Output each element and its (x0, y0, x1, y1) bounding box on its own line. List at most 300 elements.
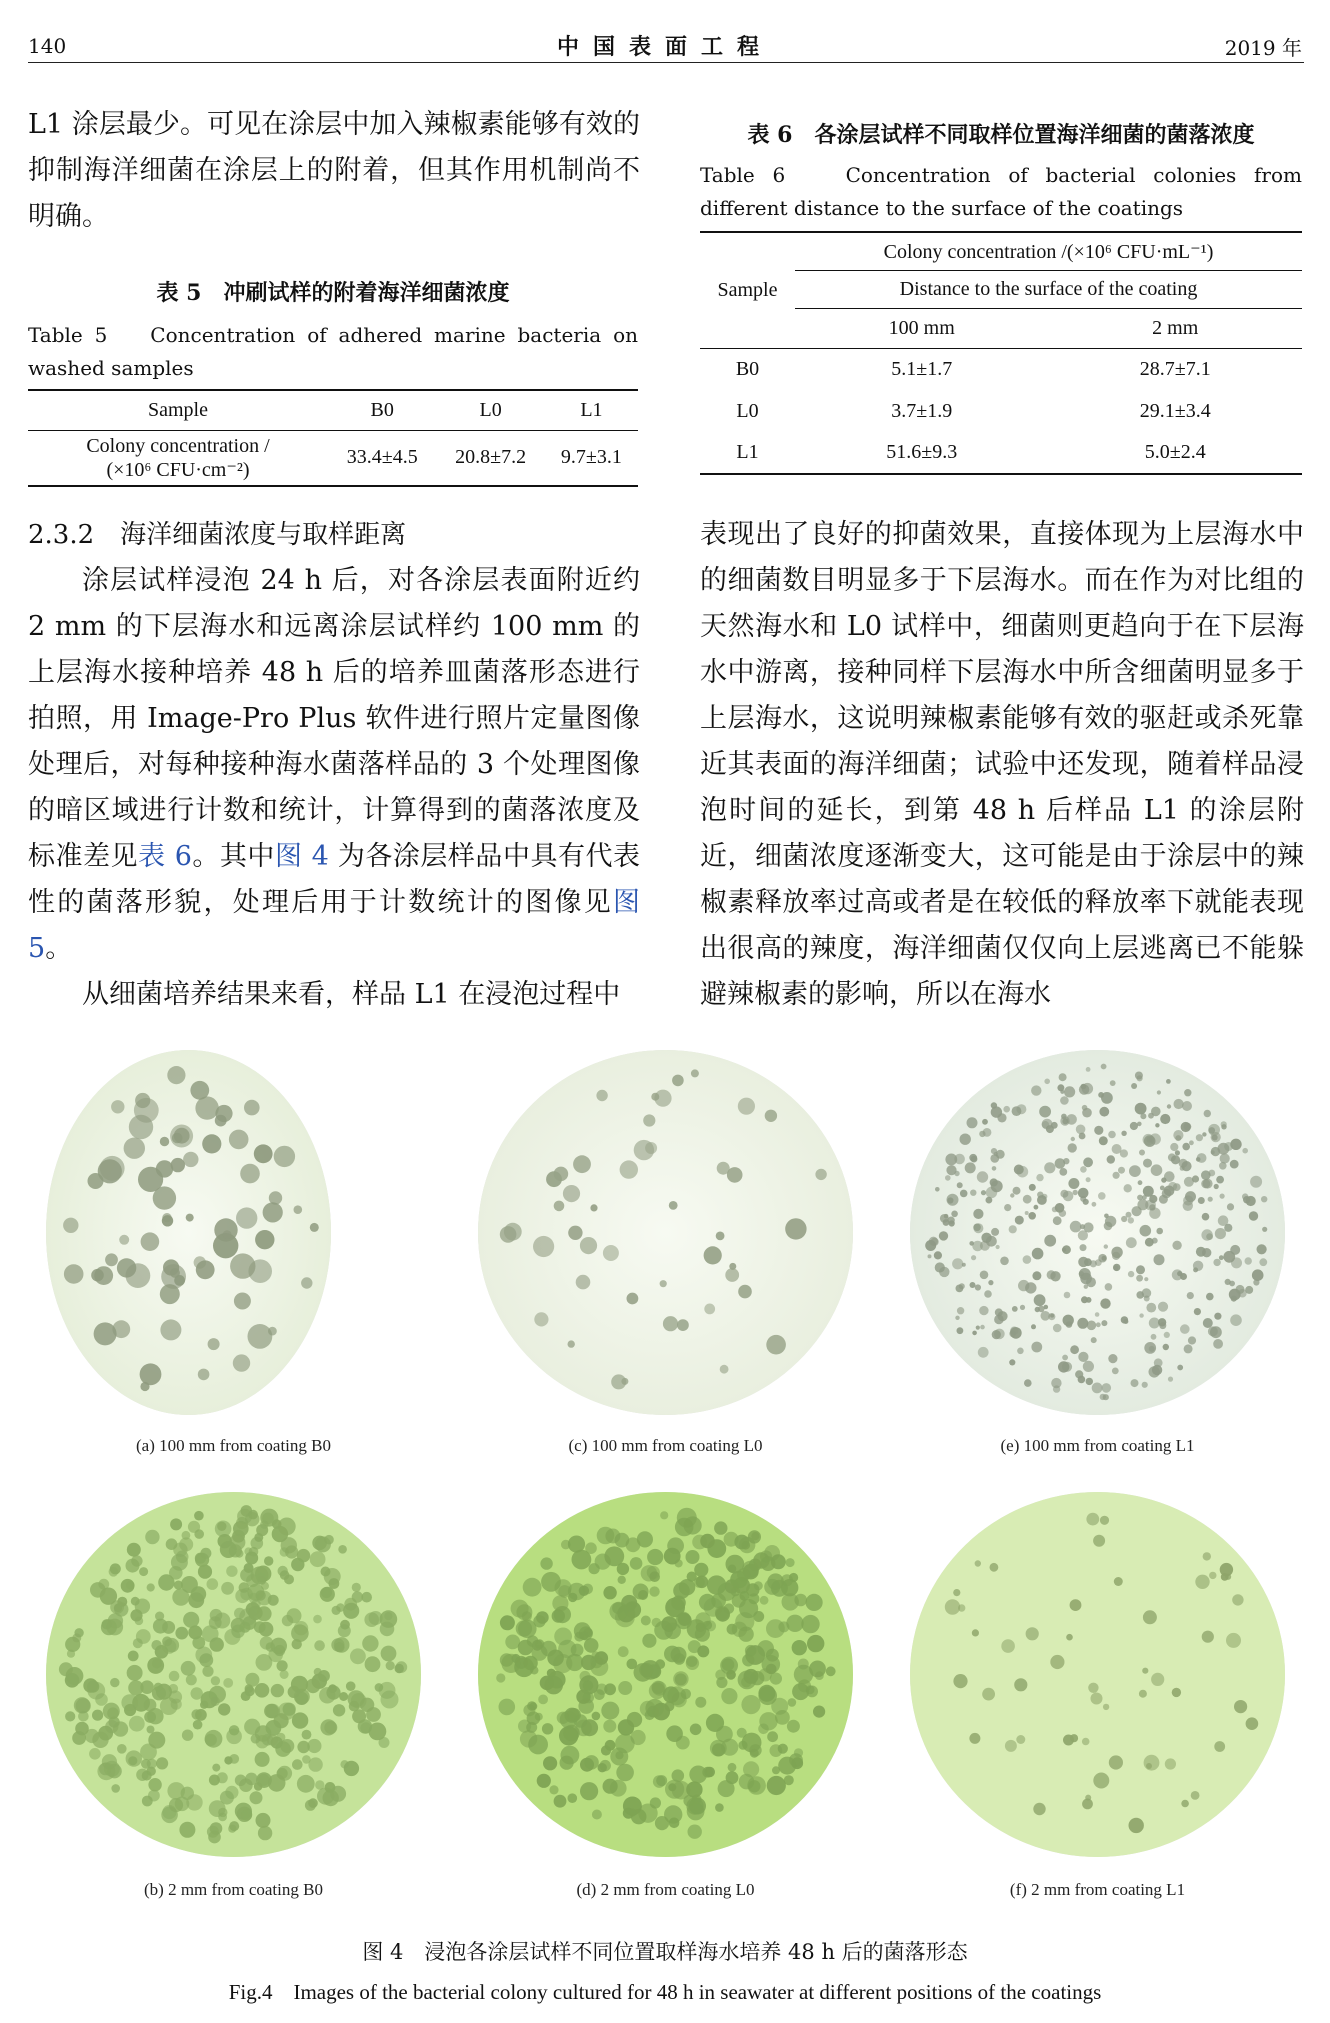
link-table-6[interactable]: 表 6 (138, 841, 192, 872)
bacterial-colony (1230, 1160, 1239, 1169)
bacterial-colony (1077, 1318, 1088, 1329)
bacterial-colony (1259, 1258, 1267, 1266)
bacterial-colony (1245, 1257, 1252, 1264)
bacterial-colony (671, 1596, 686, 1611)
bacterial-colony (815, 1671, 824, 1680)
panel-caption-f: (f) 2 mm from coating L1 (1009, 1880, 1186, 1899)
bacterial-colony (210, 1609, 223, 1622)
bacterial-colony (689, 1766, 707, 1784)
bacterial-colony (786, 1615, 803, 1632)
bacterial-colony (949, 1220, 955, 1226)
bacterial-colony (518, 1620, 537, 1639)
bacterial-colony (522, 1611, 532, 1621)
bacterial-colony (1163, 1344, 1169, 1350)
bacterial-colony (1211, 1132, 1221, 1142)
bacterial-colony (333, 1704, 345, 1716)
bacterial-colony (947, 1197, 953, 1203)
bacterial-colony (542, 1723, 553, 1734)
bacterial-colony (738, 1285, 752, 1299)
bacterial-colony (717, 1162, 730, 1175)
bacterial-colony (1012, 1306, 1018, 1312)
bacterial-colony (255, 1683, 270, 1698)
bacterial-colony (500, 1615, 515, 1630)
bacterial-colony (154, 1683, 163, 1692)
bacterial-colony (148, 1732, 165, 1749)
bacterial-colony (244, 1100, 260, 1116)
bacterial-colony (209, 1800, 226, 1817)
bacterial-colony (183, 1152, 198, 1167)
bacterial-colony (1093, 1773, 1109, 1789)
bacterial-colony (1218, 1215, 1229, 1226)
bacterial-colony (1037, 1192, 1043, 1198)
bacterial-colony (233, 1354, 250, 1371)
bacterial-colony (236, 1207, 257, 1228)
bacterial-colony (590, 1204, 597, 1211)
bacterial-colony (992, 1166, 997, 1171)
bacterial-colony (208, 1338, 220, 1350)
bacterial-colony (766, 1619, 785, 1638)
bacterial-colony (181, 1576, 198, 1593)
bacterial-colony (1086, 1378, 1093, 1385)
bacterial-colony (1034, 1205, 1039, 1210)
bacterial-colony (609, 1602, 628, 1621)
bacterial-colony (258, 1826, 272, 1840)
bacterial-colony (1149, 1318, 1160, 1329)
bacterial-colony (193, 1720, 203, 1730)
bacterial-colony (549, 1785, 558, 1794)
bacterial-colony (1101, 1320, 1107, 1326)
bacterial-colony (621, 1378, 628, 1385)
bacterial-colony (982, 1688, 995, 1701)
table6-sample-l1: L1 (736, 441, 759, 463)
table5-header-b0: B0 (370, 398, 394, 421)
bacterial-colony (500, 1653, 514, 1667)
bacterial-colony (1064, 1292, 1071, 1299)
bacterial-colony (1003, 1106, 1010, 1113)
link-figure-5[interactable]: 图 5 (28, 887, 640, 964)
bacterial-colony (1209, 1572, 1216, 1579)
bacterial-colony (228, 1825, 236, 1833)
bacterial-colony (194, 1511, 204, 1521)
bacterial-colony (601, 1745, 611, 1755)
bacterial-colony (1110, 1080, 1116, 1086)
bacterial-colony (1113, 1172, 1120, 1179)
bacterial-colony (1091, 1337, 1097, 1343)
bacterial-colony (139, 1567, 148, 1576)
bacterial-colony (160, 1319, 181, 1340)
bacterial-colony (362, 1635, 378, 1651)
bacterial-colony (1096, 1322, 1101, 1327)
bacterial-colony (1157, 1090, 1161, 1094)
table6-l1-100mm: 51.6±9.3 (886, 441, 958, 463)
bacterial-colony (643, 1114, 655, 1126)
bacterial-colony (1091, 1693, 1103, 1705)
bacterial-colony (1044, 1162, 1055, 1173)
bacterial-colony (639, 1663, 653, 1677)
bacterial-colony (960, 1190, 968, 1198)
bacterial-colony (220, 1541, 237, 1558)
bacterial-colony (1204, 1110, 1211, 1117)
bacterial-colony (1034, 1294, 1046, 1306)
bacterial-colony (147, 1726, 155, 1734)
bacterial-colony (1167, 1104, 1171, 1108)
bacterial-colony (673, 1671, 688, 1686)
bacterial-colony (543, 1756, 557, 1770)
bacterial-colony (1064, 1086, 1075, 1097)
bacterial-colony (229, 1754, 239, 1764)
bacterial-colony (741, 1695, 760, 1714)
bacterial-colony (504, 1223, 522, 1241)
bacterial-colony (760, 1596, 769, 1605)
bacterial-colony (229, 1725, 239, 1735)
right-column-text: 表现出了良好的抑菌效果，直接体现为上层海水中的细菌数目明显多于下层海水。而在作为对比组的天然海水和 L0 试样中，细菌则更趋向于在下层海水中游离，接种同样下层海水中所含细菌明显多于上层海水，这说明辣椒素能够有效的驱赶或杀死靠近其表面的海洋细菌；试验中还发现，随着样品浸泡时间的延长，到第 48 h 后样品 L1 的涂层附近，细菌浓度逐渐变大，这可能是由于涂层中的辣椒素释放率过高或者是在较低的释放率下就能表现出很高的辣度，海洋细菌仅仅向上层逃离已不能躲避辣椒素的影响，所以在海水 (700, 519, 1304, 1010)
bacterial-colony (1063, 1315, 1074, 1326)
bacterial-colony (1124, 1184, 1132, 1192)
bacterial-colony (1023, 1195, 1032, 1204)
bacterial-colony (538, 1695, 548, 1705)
bacterial-colony (140, 1363, 162, 1385)
bacterial-colony (1202, 1248, 1211, 1257)
bacterial-colony (191, 1709, 201, 1719)
bacterial-colony (726, 1670, 736, 1680)
bacterial-colony (291, 1558, 304, 1571)
bacterial-colony (1100, 1516, 1109, 1525)
bacterial-colony (1175, 1150, 1180, 1155)
bacterial-colony (396, 1661, 408, 1673)
bacterial-colony (1181, 1122, 1191, 1132)
bacterial-colony (677, 1319, 689, 1331)
bacterial-colony (616, 1764, 634, 1782)
bacterial-colony (1191, 1791, 1200, 1800)
bacterial-colony (155, 1612, 164, 1621)
agar-background (46, 1050, 331, 1415)
right-column-paragraph (700, 512, 1304, 1018)
table6-header-distance: Distance to the surface of the coating (795, 270, 1302, 308)
bacterial-colony (202, 1134, 221, 1153)
link-figure-4[interactable]: 图 4 (274, 841, 329, 872)
petri-dish-e (910, 1050, 1285, 1415)
bacterial-colony (152, 1659, 162, 1669)
bacterial-colony (787, 1720, 800, 1733)
bacterial-colony (1184, 1089, 1191, 1096)
p1-text-b: 。其中 (191, 841, 275, 872)
bacterial-colony (801, 1615, 819, 1633)
bacterial-colony (202, 1625, 219, 1642)
table5-row-label-line2: (×10⁶ CFU·cm⁻²) (106, 458, 250, 481)
bacterial-colony (1173, 1130, 1183, 1140)
table5-row-label (28, 430, 328, 486)
bacterial-colony (241, 1691, 251, 1701)
bacterial-colony (1230, 1139, 1241, 1150)
bacterial-colony (1083, 1157, 1093, 1167)
bacterial-colony (1032, 1271, 1041, 1280)
bacterial-colony (1135, 1072, 1143, 1080)
bacterial-colony (263, 1202, 283, 1222)
bacterial-colony (1104, 1244, 1108, 1248)
bacterial-colony (1078, 1257, 1088, 1267)
figure-caption-cn: 图 4 浸泡各涂层试样不同位置取样海水培养 48 h 后的菌落形态 (362, 1940, 968, 1964)
bacterial-colony (499, 1699, 516, 1716)
bacterial-colony (129, 1716, 145, 1732)
bacterial-colony (977, 1171, 988, 1182)
bacterial-colony (244, 1547, 252, 1555)
bacterial-colony (604, 1683, 616, 1695)
bacterial-colony (1086, 1177, 1091, 1182)
bacterial-colony (1000, 1257, 1009, 1266)
bacterial-colony (991, 1228, 999, 1236)
bacterial-colony (655, 1816, 669, 1830)
bacterial-colony (571, 1644, 584, 1657)
petri-dish-c (478, 1050, 853, 1415)
bacterial-colony (1014, 1678, 1027, 1691)
bacterial-colony (285, 1545, 298, 1558)
bacterial-colony (1081, 1084, 1087, 1090)
bacterial-colony (568, 1793, 578, 1803)
bacterial-colony (127, 1665, 143, 1681)
bacterial-colony (813, 1706, 825, 1718)
bacterial-colony (160, 1284, 180, 1304)
bacterial-colony (722, 1658, 735, 1671)
bacterial-colony (315, 1780, 324, 1789)
bacterial-colony (715, 1803, 724, 1812)
bacterial-colony (986, 1236, 997, 1247)
bacterial-colony (1060, 1096, 1069, 1105)
bacterial-colony (1188, 1336, 1196, 1344)
bacterial-colony (972, 1629, 979, 1636)
bacterial-colony (1086, 1513, 1099, 1526)
table6-header-row-1 (700, 232, 1302, 270)
bacterial-colony (128, 1651, 139, 1662)
bacterial-colony (996, 1245, 1000, 1249)
bacterial-colony (182, 1531, 191, 1540)
bacterial-colony (729, 1263, 736, 1270)
bacterial-colony (677, 1508, 697, 1528)
bacterial-colony (788, 1698, 797, 1707)
bacterial-colony (792, 1640, 807, 1655)
bacterial-colony (1144, 1277, 1148, 1281)
table5-block (28, 276, 638, 487)
bacterial-colony (1063, 1735, 1074, 1746)
bacterial-colony (174, 1128, 190, 1144)
bacterial-colony (601, 1702, 619, 1720)
bacterial-colony (153, 1619, 168, 1634)
section-2-3-2 (28, 512, 640, 1018)
bacterial-colony (603, 1720, 616, 1733)
bacterial-colony (567, 1708, 581, 1722)
bacterial-colony (349, 1701, 360, 1712)
bacterial-colony (1082, 1799, 1093, 1810)
bacterial-colony (1151, 1107, 1161, 1117)
bacterial-colony (979, 1306, 988, 1315)
bacterial-colony (365, 1656, 381, 1672)
bacterial-colony (667, 1686, 686, 1705)
bacterial-colony (965, 1162, 976, 1173)
bacterial-colony (969, 1154, 977, 1162)
bacterial-colony (523, 1578, 542, 1597)
bacterial-colony (792, 1683, 809, 1700)
bacterial-colony (314, 1668, 322, 1676)
table5-header-l1: L1 (580, 398, 603, 421)
bacterial-colony (1128, 1271, 1134, 1277)
bacterial-colony (1102, 1383, 1112, 1393)
bacterial-colony (806, 1594, 823, 1611)
bacterial-colony (765, 1110, 777, 1122)
bacterial-colony (1226, 1633, 1241, 1648)
bacterial-colony (1172, 1688, 1181, 1697)
bacterial-colony (1053, 1385, 1060, 1392)
bacterial-colony (534, 1312, 548, 1326)
bacterial-colony (338, 1545, 347, 1554)
bacterial-colony (688, 1825, 702, 1839)
bacterial-colony (546, 1171, 562, 1187)
bacterial-colony (340, 1760, 348, 1768)
bacterial-colony (1174, 1099, 1184, 1109)
bacterial-colony (1257, 1244, 1267, 1254)
bacterial-colony (603, 1245, 619, 1261)
bacterial-colony (568, 1536, 585, 1553)
bacterial-colony (957, 1307, 964, 1314)
bacterial-colony (970, 1190, 976, 1196)
bacterial-colony (1197, 1153, 1207, 1163)
bacterial-colony (807, 1635, 824, 1652)
table6-l1-2mm: 5.0±2.4 (1144, 441, 1206, 463)
bacterial-colony (660, 1280, 667, 1287)
table5-caption-en: Table 5 Concentration of adhered marine bacteria on washed samples (28, 323, 638, 380)
table5-value-l0: 20.8±7.2 (455, 446, 527, 469)
table5-caption-cn: 表 5 冲刷试样的附着海洋细菌浓度 (156, 280, 510, 306)
bacterial-colony (652, 1618, 661, 1627)
page-number: 140 (28, 34, 67, 58)
bacterial-colony (652, 1681, 667, 1696)
bacterial-colony (72, 1731, 86, 1745)
bacterial-colony (994, 1152, 998, 1156)
bacterial-colony (1103, 1394, 1109, 1400)
bacterial-colony (244, 1563, 254, 1573)
bacterial-colony (738, 1098, 755, 1115)
bacterial-colony (320, 1719, 336, 1735)
colony-image-f (910, 1492, 1285, 1857)
bacterial-colony (704, 1246, 722, 1264)
bacterial-colony (645, 1142, 657, 1154)
bacterial-colony (1079, 1133, 1086, 1140)
bacterial-colony (212, 1764, 220, 1772)
journal-title: 中国表面工程 (556, 34, 773, 60)
bacterial-colony (935, 1187, 940, 1192)
bacterial-colony (1220, 1194, 1225, 1199)
bacterial-colony (654, 1090, 671, 1107)
bacterial-colony (1062, 1355, 1068, 1361)
bacterial-colony (583, 1692, 594, 1703)
bacterial-colony (778, 1744, 788, 1754)
bacterial-colony (716, 1677, 727, 1688)
bacterial-colony (361, 1592, 372, 1603)
bacterial-colony (505, 1635, 520, 1650)
bacterial-colony (1042, 1121, 1049, 1128)
bacterial-colony (610, 1780, 627, 1797)
bacterial-colony (1173, 1183, 1181, 1191)
bacterial-colony (703, 1621, 712, 1630)
bacterial-colony (1164, 1332, 1170, 1338)
bacterial-colony (142, 1796, 153, 1807)
bacterial-colony (1193, 1267, 1198, 1272)
bacterial-colony (255, 1752, 270, 1767)
bacterial-colony (181, 1787, 194, 1800)
bacterial-colony (1137, 1199, 1148, 1210)
bacterial-colony (972, 1241, 983, 1252)
bacterial-colony (1105, 1283, 1113, 1291)
bacterial-colony (976, 1326, 980, 1330)
bacterial-colony (221, 1582, 234, 1595)
bacterial-colony (957, 1327, 964, 1334)
table5-header-row (28, 390, 638, 430)
bacterial-colony (537, 1774, 551, 1788)
bacterial-colony (381, 1691, 399, 1709)
bacterial-colony (1032, 1248, 1044, 1260)
bacterial-colony (633, 1584, 649, 1600)
table6-caption-cn: 表 6 各涂层试样不同取样位置海洋细菌的菌落浓度 (747, 122, 1255, 148)
bacterial-colony (953, 1589, 960, 1596)
bacterial-colony (1201, 1179, 1210, 1188)
bacterial-colony (1018, 1280, 1029, 1291)
bacterial-colony (528, 1735, 548, 1755)
bacterial-colony (297, 1775, 315, 1793)
bacterial-colony (1203, 1318, 1213, 1328)
bacterial-colony (1012, 1106, 1022, 1116)
bacterial-colony (255, 1230, 274, 1249)
bacterial-colony (689, 1798, 706, 1815)
bacterial-colony (1139, 1150, 1145, 1156)
bacterial-colony (677, 1612, 690, 1625)
bacterial-colony (1109, 1755, 1123, 1769)
p1-text-d: 。 (45, 933, 73, 964)
panel-caption-b: (b) 2 mm from coating B0 (144, 1880, 323, 1899)
bacterial-colony (1078, 1352, 1088, 1362)
bacterial-colony (317, 1788, 334, 1805)
bacterial-colony (1152, 1365, 1162, 1375)
bacterial-colony (559, 1726, 578, 1745)
p1-text-c: 为各涂层样品中具有代表性的菌落形貌，处理后用于计数统计的图像见 (28, 841, 641, 918)
bacterial-colony (326, 1686, 340, 1700)
bacterial-colony (1080, 1244, 1087, 1251)
bacterial-colony (98, 1159, 122, 1183)
petri-dish-f (910, 1492, 1285, 1857)
bacterial-colony (267, 1735, 278, 1746)
bacterial-colony (529, 1702, 537, 1710)
bacterial-colony (215, 1105, 232, 1122)
bacterial-colony (1059, 1168, 1067, 1176)
bacterial-colony (1194, 1308, 1201, 1315)
bacterial-colony (1061, 1114, 1067, 1120)
bacterial-colony (321, 1567, 331, 1577)
bacterial-colony (1208, 1197, 1213, 1202)
bacterial-colony (1156, 1228, 1163, 1235)
bacterial-colony (991, 1106, 1002, 1117)
bacterial-colony (346, 1681, 356, 1691)
bacterial-colony (623, 1797, 642, 1816)
bacterial-colony (1103, 1704, 1109, 1710)
bacterial-colony (1216, 1176, 1224, 1184)
bacterial-colony (1126, 1237, 1137, 1248)
bacterial-colony (138, 1167, 163, 1192)
bacterial-colony (366, 1707, 381, 1722)
bacterial-colony (103, 1703, 120, 1720)
bacterial-colony (1075, 1370, 1083, 1378)
bacterial-colony (1114, 1577, 1123, 1586)
bacterial-colony (1131, 1083, 1137, 1089)
bacterial-colony (247, 1584, 264, 1601)
bacterial-colony (1136, 1275, 1143, 1282)
bacterial-colony (205, 1730, 223, 1748)
